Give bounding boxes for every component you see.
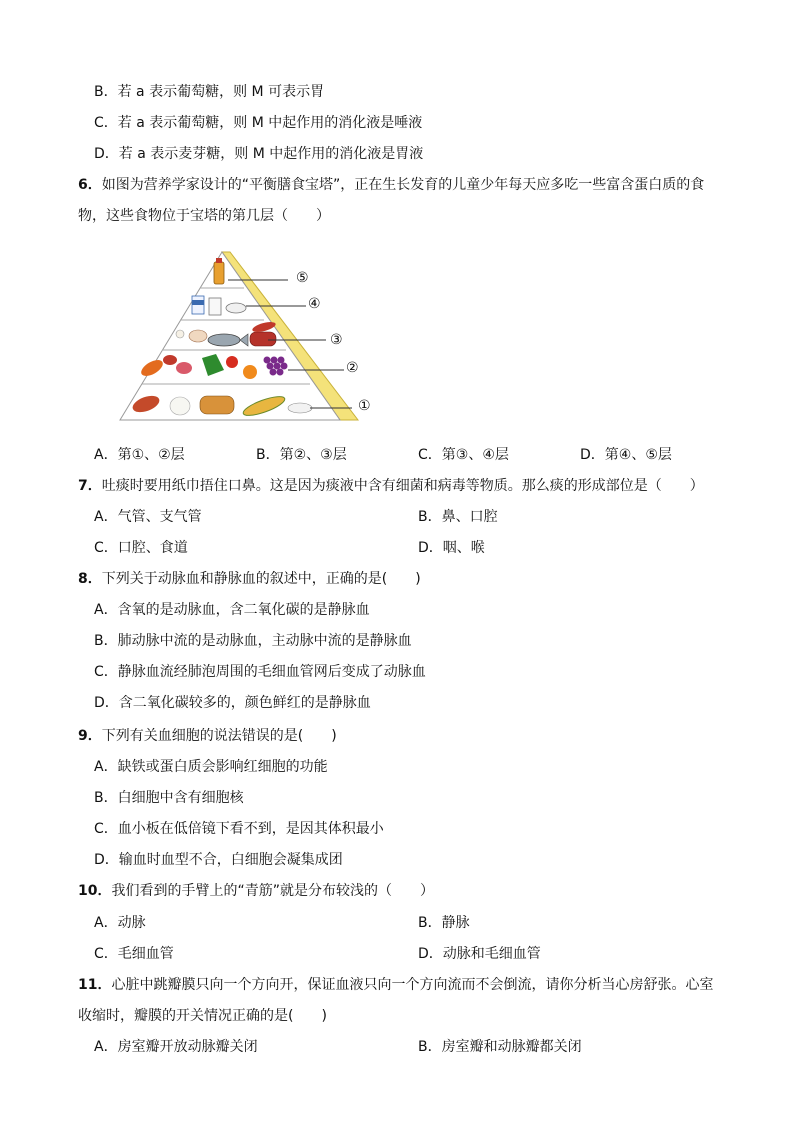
pyramid-label-4: ④ bbox=[308, 296, 321, 312]
q7-number: 7． bbox=[78, 478, 102, 494]
q6-number: 6． bbox=[78, 177, 102, 193]
q10-option-b: B．静脉 bbox=[418, 915, 470, 931]
q9-stem bbox=[78, 726, 337, 746]
q10-number: 10． bbox=[78, 883, 112, 899]
pyramid-label-1: ① bbox=[358, 398, 371, 414]
q11-number: 11． bbox=[78, 977, 112, 993]
q6-option-a: A．第①、②层 bbox=[94, 447, 185, 463]
q9-option-c: C．血小板在低倍镜下看不到，是因其体积最小 bbox=[94, 821, 384, 837]
q5-option-d: D．若 a 表示麦芽糖，则 M 中起作用的消化液是胃液 bbox=[94, 146, 424, 162]
pyramid-label-5: ⑤ bbox=[296, 270, 309, 286]
q6-option-b: B．第②、③层 bbox=[256, 447, 347, 463]
q10-option-c: C．毛细血管 bbox=[94, 946, 174, 962]
q7-option-c: C．口腔、食道 bbox=[94, 540, 188, 556]
q10-option-a: A．动脉 bbox=[94, 915, 146, 931]
pyramid-label-2: ② bbox=[346, 360, 359, 376]
q9-text: 下列有关血细胞的说法错误的是( ) bbox=[101, 728, 337, 744]
q6-stem bbox=[78, 175, 704, 195]
food-pyramid-figure bbox=[112, 248, 382, 428]
q11-text-line2: 收缩时，瓣膜的开关情况正确的是( ) bbox=[78, 1008, 327, 1024]
q10-option-d: D．动脉和毛细血管 bbox=[418, 946, 541, 962]
q8-option-a: A．含氧的是动脉血，含二氧化碳的是静脉血 bbox=[94, 602, 370, 618]
q8-number: 8． bbox=[78, 571, 102, 587]
q6-option-d: D．第④、⑤层 bbox=[580, 447, 672, 463]
q8-stem bbox=[78, 569, 421, 589]
q11-stem bbox=[78, 975, 713, 995]
q7-option-a: A．气管、支气管 bbox=[94, 509, 202, 525]
q10-stem bbox=[78, 881, 434, 901]
q5-option-c: C．若 a 表示葡萄糖，则 M 中起作用的消化液是唾液 bbox=[94, 115, 423, 131]
q9-option-a: A．缺铁或蛋白质会影响红细胞的功能 bbox=[94, 759, 328, 775]
q7-stem bbox=[78, 476, 704, 496]
q11-option-a: A．房室瓣开放动脉瓣关闭 bbox=[94, 1039, 258, 1055]
q6-option-c: C．第③、④层 bbox=[418, 447, 509, 463]
q9-option-b: B．白细胞中含有细胞核 bbox=[94, 790, 244, 806]
q7-option-b: B．鼻、口腔 bbox=[418, 509, 498, 525]
pyramid-label-3: ③ bbox=[330, 332, 343, 348]
q11-text-line1: 心脏中跳瓣膜只向一个方向开，保证血液只向一个方向流而不会倒流，请你分析当心房舒张。心室 bbox=[111, 977, 714, 993]
q6-text-line1: 如图为营养学家设计的“平衡膳食宝塔”，正在生长发育的儿童少年每天应多吃一些富含蛋白质的食 bbox=[101, 177, 705, 193]
q10-text: 我们看到的手臂上的“青筋”就是分布较浅的（ ） bbox=[111, 883, 434, 899]
q8-option-d: D．含二氧化碳较多的，颜色鲜红的是静脉血 bbox=[94, 695, 371, 711]
q8-text: 下列关于动脉血和静脉血的叙述中，正确的是( ) bbox=[101, 571, 421, 587]
q8-option-b: B．肺动脉中流的是动脉血，主动脉中流的是静脉血 bbox=[94, 633, 412, 649]
q8-option-c: C．静脉血流经肺泡周围的毛细血管网后变成了动脉血 bbox=[94, 664, 426, 680]
q7-option-d: D．咽、喉 bbox=[418, 540, 485, 556]
q9-number: 9． bbox=[78, 728, 102, 744]
q5-option-b: B．若 a 表示葡萄糖，则 M 可表示胃 bbox=[94, 84, 325, 100]
q7-text: 吐痰时要用纸巾捂住口鼻。这是因为痰液中含有细菌和病毒等物质。那么痰的形成部位是（ ） bbox=[101, 478, 704, 494]
q11-option-b: B．房室瓣和动脉瓣都关闭 bbox=[418, 1039, 582, 1055]
q6-text-line2: 物，这些食物位于宝塔的第几层（ ） bbox=[78, 208, 330, 224]
q9-option-d: D．输血时血型不合，白细胞会凝集成团 bbox=[94, 852, 343, 868]
